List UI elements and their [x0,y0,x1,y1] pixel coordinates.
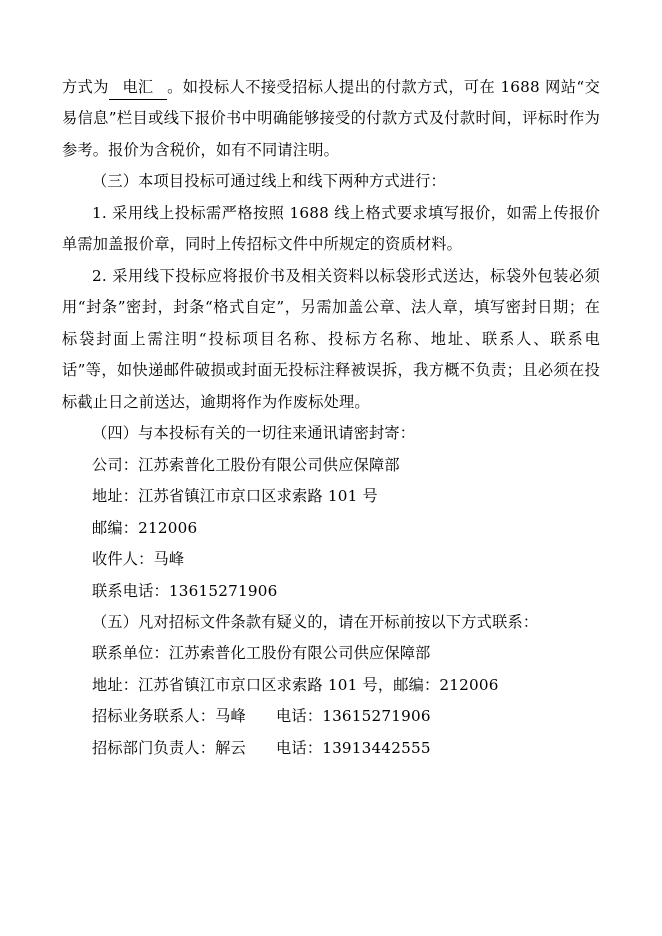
department-head-phone: 电话：13913442555 [276,738,431,757]
online-bidding-item: 1. 采用线上投标需严格按照 1688 线上格式要求填写报价，如需上传报价单需加盖报价章，同时上传招标文件中所规定的资质材料。 [62,203,600,254]
address-line: 地址：江苏省镇江市京口区求索路 101 号 [92,487,378,506]
payment-method-paragraph [62,72,600,166]
business-contact-name: 招标业务联系人：马峰 [92,707,246,726]
business-contact-line [62,701,600,732]
postcode-line: 邮编：212006 [92,518,198,537]
payment-method-blank: 电汇 [109,76,167,100]
section-three-heading: （三）本项目投标可通过线上和线下两种方式进行： [92,172,446,191]
department-head-line [62,733,600,764]
offline-bidding-item: 2. 采用线下投标应将报价书及相关资料以标袋形式送达，标袋外包装必须用“封条”密封，封条“格式自定”，另需加盖公章、法人章，填写密封日期；在标袋封面上需注明“投标项目名称、投标方名称、地址、联系人、联系电话”等，如快递邮件破损或封面无投标注释被误拆，我方概不负责；且必须在投标截止日之前送达，逾期将作为作废标处理。 [62,266,600,411]
contact-phone-line: 联系电话：13615271906 [92,581,278,600]
recipient-line: 收件人：马峰 [92,550,185,569]
contact-address-line: 地址：江苏省镇江市京口区求索路 101 号，邮编：212006 [92,675,499,694]
payment-method-suffix: 。如投标人不接受招标人提出的付款方式，可在 1688 网站“交易信息”栏目或线下报价书中明确能够接受的付款方式及付款时间，评标时作为参考。报价为含税价，如有不同请注明。 [62,78,600,159]
section-five-heading: （五）凡对招标文件条款有疑义的，请在开标前按以下方式联系： [92,612,539,631]
payment-method-prefix: 方式为 [62,78,109,96]
contact-unit-line: 联系单位：江苏索普化工股份有限公司供应保障部 [92,644,431,663]
document-body [62,72,600,764]
company-line: 公司：江苏索普化工股份有限公司供应保障部 [92,455,400,474]
department-head-name: 招标部门负责人：解云 [92,738,246,757]
section-four-heading: （四）与本投标有关的一切往来通讯请密封寄： [92,424,416,443]
business-contact-phone: 电话：13615271906 [276,707,431,726]
